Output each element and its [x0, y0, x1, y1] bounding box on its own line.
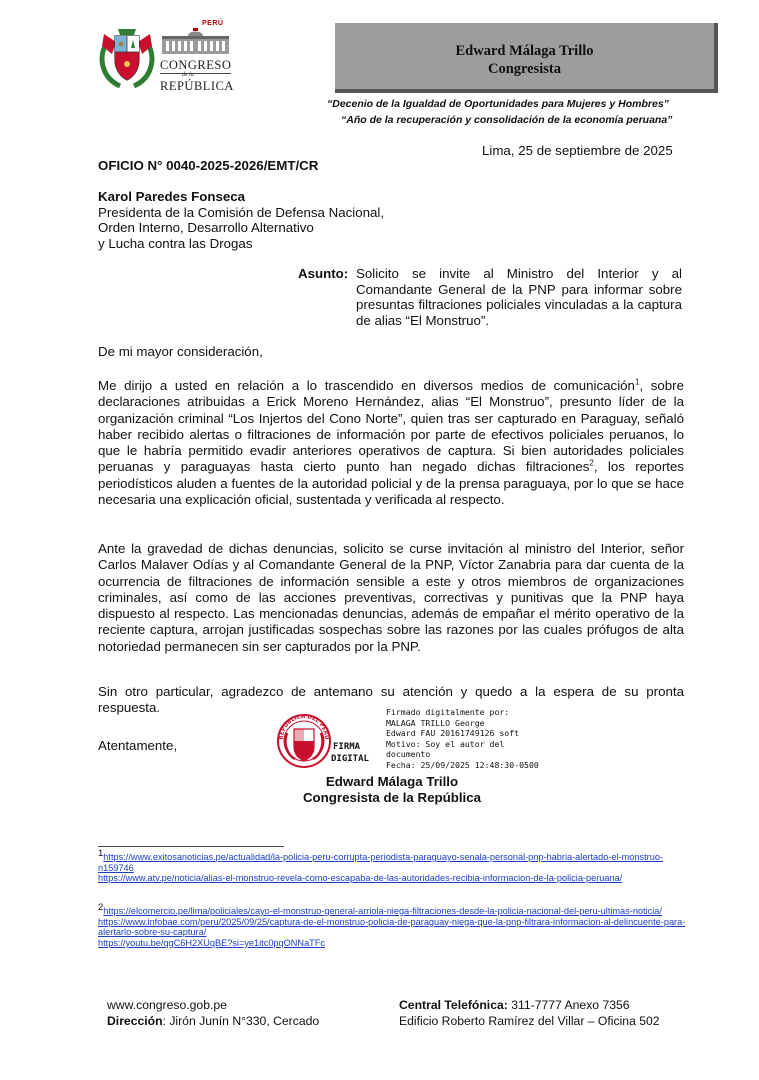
- document-reference: OFICIO N° 0040-2025-2026/EMT/CR: [98, 158, 319, 173]
- digital-signature-seal-icon: [277, 707, 385, 775]
- footnote-link[interactable]: https://www.exitosanoticias.pe/actualidad/la-policia-peru-corrupta-periodista-paraguayo-senala-personal-pnp-habria-alertado-el-monstruo-n159746: [98, 852, 664, 873]
- logo-country: PERÚ: [202, 20, 224, 27]
- footnote-2: [98, 901, 688, 948]
- footer-address: Dirección: Jirón Junín N°330, Cercado: [107, 1014, 320, 1028]
- seal-word-firma: FIRMA: [333, 742, 361, 752]
- digital-signature-info: Firmado digitalmente por: MALAGA TRILLO George Edward FAU 20161749126 soft Motivo: Soy el autor del documento Fecha: 25/09/2025 12:48:30-0500: [386, 707, 539, 770]
- footnote-link[interactable]: https://www.infobae.com/peru/2025/09/25/captura-de-el-monstruo-policia-de-paraguay-niega-que-la-pnp-filtrara-informacion-al-delincuente-para-alertarlo-sobre-su-captura/: [98, 916, 686, 938]
- seal-word-digital: DIGITAL: [331, 754, 369, 764]
- greeting: De mi mayor consideración,: [98, 344, 263, 359]
- footnote-1: [98, 847, 688, 884]
- closing: Atentamente,: [98, 738, 178, 753]
- body-paragraph-3: Sin otro particular, agradezco de antemano su atención y quedo a la espera de su pronta respuesta.: [98, 684, 684, 716]
- recipient-block: [98, 189, 384, 251]
- footnote-divider: [98, 846, 284, 847]
- footnote-mark: 2: [98, 901, 104, 913]
- subject-text: Solicito se invite al Ministro del Interior y al Comandante General de la PNP para informar sobre presuntas filtraciones policiales vinculadas a la captura de alias “El Monstruo”.: [356, 266, 682, 328]
- title-box-name: Edward Málaga Trillo: [455, 43, 594, 59]
- place-date: Lima, 25 de septiembre de 2025: [482, 143, 673, 158]
- subject-label: Asunto:: [298, 266, 349, 281]
- signer-name: Edward Málaga Trillo: [325, 774, 459, 789]
- body-paragraph-1: Me dirijo a usted en relación a lo trascendido en diversos medios de comunicación$^1$, sobre declaraciones atribuidas a Erick Moreno Hernández, alias “El Monstruo”, presunto líder de la organización criminal “Los Injertos del Cono Norte”, quien tras ser capturado en Paraguay, señaló haber recibido alertas o filtraciones de información por parte de efectivos policiales peruanos, lo que le habría permitido evadir anteriores operativos de captura. Si bien autoridades policiales peruanas y paraguayas hasta cierto punto han negado dichas filtraciones$^2$, los reportes periodísticos aluden a fuentes de la autoridad policial y de la prensa paraguaya, por lo que se hace necesaria una explicación oficial, sustentada y verificada al respecto.: [98, 377, 684, 508]
- decade-slogan: “Decenio de la Igualdad de Oportunidades para Mujeres y Hombres”: [327, 98, 669, 110]
- footnote-link[interactable]: https://elcomercio.pe/lima/policiales/cayo-el-monstruo-general-arriola-niega-filtraciones-desde-la-policia-nacional-del-peru-ultimas-noticia/: [103, 906, 662, 916]
- footnote-link[interactable]: https://youtu.be/qgC6H2XUqBE?si=ye1itc0pqONNaTFc: [98, 937, 325, 948]
- title-box-role: Congresista: [487, 61, 562, 77]
- recipient-title-line: Presidenta de la Comisión de Defensa Nacional,: [98, 204, 385, 220]
- footnote-link[interactable]: https://www.atv.pe/noticia/alias-el-monstruo-revela-como-escapaba-de-las-autoridades-recibia-informacion-de-la-policia-peruana/: [98, 873, 623, 884]
- footer-building: Edificio Roberto Ramírez del Villar – Oficina 502: [399, 1014, 660, 1028]
- congressman-title-box: [335, 23, 718, 93]
- recipient-title-line: y Lucha contra las Drogas: [98, 235, 253, 251]
- logo-divider: [160, 73, 231, 74]
- footnote-mark: 1: [98, 847, 104, 859]
- footer-website: www.congreso.gob.pe: [107, 998, 227, 1012]
- congreso-logo: [158, 20, 233, 96]
- footnote-ref-1[interactable]: 1: [634, 377, 640, 387]
- year-slogan: “Año de la recuperación y consolidación de la economía peruana”: [341, 114, 673, 126]
- body-paragraph-2: Ante la gravedad de dichas denuncias, solicito se curse invitación al ministro del Interior, señor Carlos Malaver Odías y al Comandante General de la PNP, Víctor Zanabria para dar cuenta de la ocurrencia de filtraciones de información sensible a este y otros miembros de organizaciones criminales, así como de las acciones preventivas, correctivas y punitivas que la PNP haya dispuesto al respecto. Las mencionadas denuncias, además de empañar el mérito operativo de la reciente captura, arrojan justificadas sospechas sobre las razones por las cuales prófugos de alta notoriedad permanecen sin ser capturados por la PNP.: [98, 541, 684, 654]
- logo-word-dela: de la: [182, 72, 194, 78]
- logo-word-congreso: CONGRESO: [160, 58, 232, 72]
- recipient-name: Karol Paredes Fonseca: [98, 189, 246, 204]
- peru-coat-of-arms-icon: [98, 24, 156, 90]
- footnote-ref-2[interactable]: 2: [589, 459, 594, 469]
- seal-ring-text: REPÚBLICA DEL PERÚ: [278, 713, 330, 740]
- logo-word-republica: REPÚBLICA: [160, 79, 234, 93]
- footer-phone: Central Telefónica: 311-7777 Anexo 7356: [399, 998, 630, 1012]
- signer-role: Congresista de la República: [302, 790, 482, 805]
- congress-building-icon: [160, 28, 231, 56]
- recipient-title-line: Orden Interno, Desarrollo Alternativo: [98, 220, 314, 236]
